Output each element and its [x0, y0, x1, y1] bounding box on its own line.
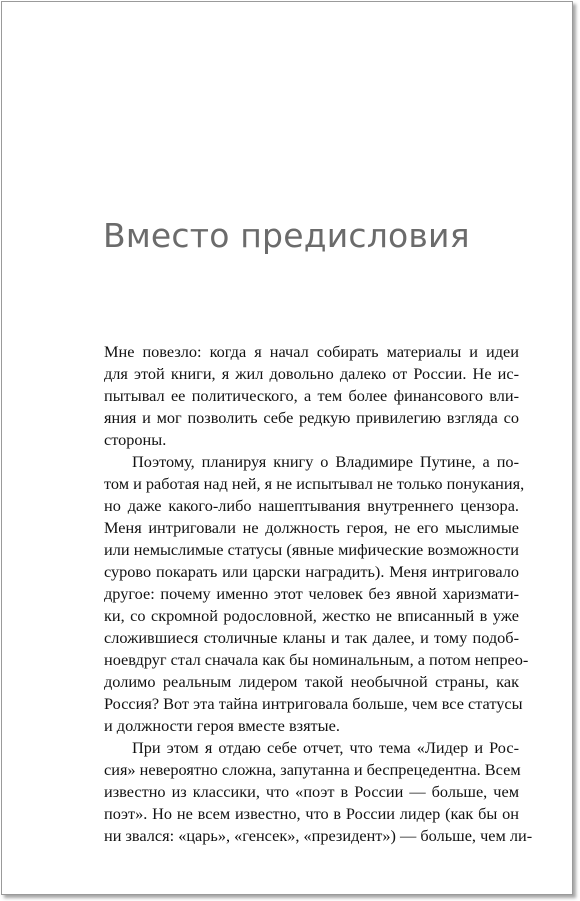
text-line: сурово покарать или царски наградить). Меня интриговало: [104, 562, 519, 581]
text-line: пытывал ее политического, а тем более финансового вли-: [104, 386, 519, 405]
text-line: известно из классики, что «поэт в России — больше, чем: [104, 782, 519, 801]
chapter-heading: Вместо предисловия: [103, 216, 470, 255]
text-line: ни звался: «царь», «генсек», «президент») — больше, чем ли-: [104, 826, 533, 845]
text-line: другое: почему именно этот человек без явной харизмати-: [104, 584, 519, 603]
text-line: яния и мог позволить себе редкую привилегию взгляда со: [104, 408, 519, 427]
book-page: [1, 1, 573, 895]
text-line: и должности героя вместе взятые.: [104, 716, 340, 735]
text-line: долимо реальным лидером такой необычной страны, как: [104, 672, 519, 691]
text-line: для этой книги, я жил довольно далеко от России. Не ис-: [104, 364, 519, 383]
text-line: При этом я отдаю себе отчет, что тема «Лидер и Рос-: [132, 738, 519, 757]
text-line: сия» невероятно сложна, запутанна и беспрецедентна. Всем: [104, 760, 521, 779]
text-line: Мне повезло: когда я начал собирать материалы и идеи: [104, 342, 519, 361]
text-line: стороны.: [104, 430, 167, 449]
text-line: ноевдруг стал сначала как бы номинальным, а потом непрео-: [104, 650, 529, 669]
text-line: том и работая над ней, я не испытывал не только понукания,: [104, 474, 525, 493]
body-text: [104, 341, 533, 847]
text-line: Меня интриговали не должность героя, не его мыслимые: [104, 518, 519, 537]
text-line: сложившиеся столичные кланы и так далее, и тому подоб-: [104, 628, 519, 647]
text-line: ки, со скромной родословной, жестко не вписанный в уже: [104, 606, 519, 625]
text-line: Поэтому, планируя книгу о Владимире Путине, а по-: [132, 452, 519, 471]
text-line: Россия? Вот эта тайна интриговала больше, чем все статусы: [104, 694, 523, 713]
text-line: поэт». Но не всем известно, что в России лидер (как бы он: [104, 804, 519, 823]
text-line: но даже какого-либо нашептывания внутреннего цензора.: [104, 496, 519, 515]
text-line: или немыслимые статусы (явные мифические возможности: [104, 540, 519, 559]
